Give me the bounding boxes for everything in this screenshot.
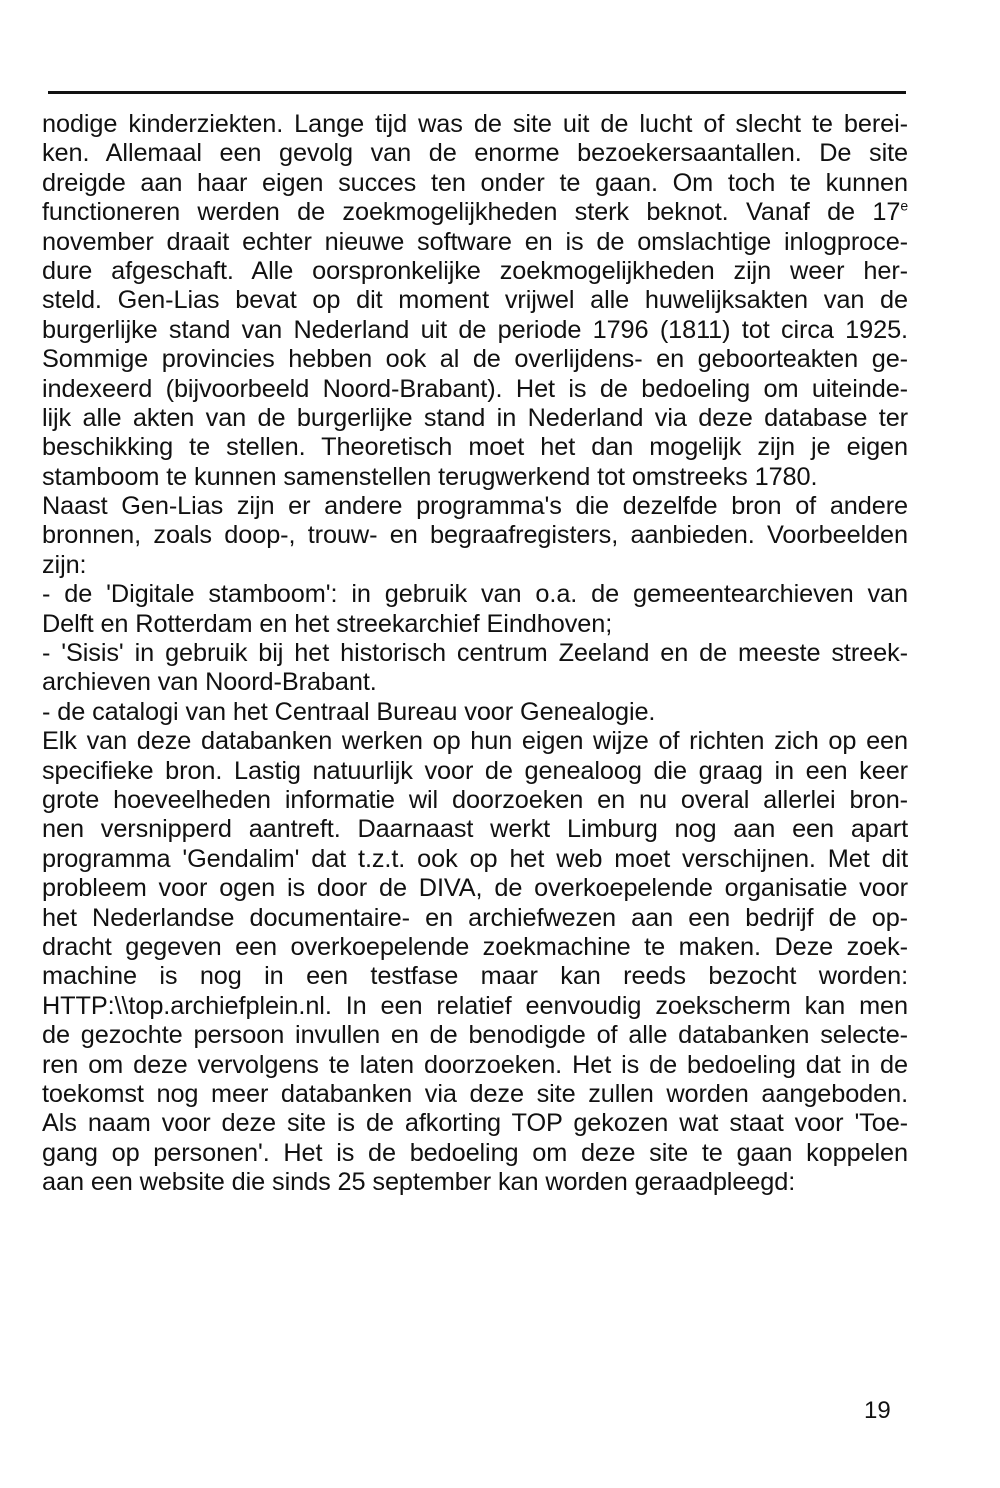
text-line: aan een website die sinds 25 september kan worden geraadpleegd: xyxy=(42,1168,796,1197)
text-line: indexeerd (bijvoorbeeld Noord-Brabant). Het is de bedoeling om uiteinde- xyxy=(42,374,908,403)
text-line: de gezochte persoon invullen en de benodigde of alle databanken selecte- xyxy=(42,1021,908,1050)
text-line: dreigde aan haar eigen succes ten onder te gaan. Om toch te kunnen xyxy=(42,168,908,197)
text-line: nodige kinderziekten. Lange tijd was de site uit de lucht of slecht te berei- xyxy=(42,110,908,138)
text-line: probleem voor ogen is door de DIVA, de overkoepelende organisatie voor xyxy=(42,874,908,903)
text-line: machine is nog in een testfase maar kan reeds bezocht worden: xyxy=(42,962,908,991)
text-line: functioneren werden de zoekmogelijkheden sterk beknot. Vanaf de 17e xyxy=(42,197,908,227)
text-line: november draait echter nieuwe software en is de omslachtige inlogproce- xyxy=(42,227,908,256)
header-rule xyxy=(48,91,906,94)
text-line: programma 'Gendalim' dat t.z.t. ook op het web moet verschijnen. Met dit xyxy=(42,844,908,873)
text-line: stamboom te kunnen samenstellen terugwerkend tot omstreeks 1780. xyxy=(42,462,818,491)
text-line: burgerlijke stand van Nederland uit de periode 1796 (1811) tot circa 1925. xyxy=(42,315,908,344)
text-line: - de 'Digitale stamboom': in gebruik van o.a. de gemeentearchieven van xyxy=(42,580,908,609)
text-line: nen versnipperd aantreft. Daarnaast werkt Limburg nog aan een apart xyxy=(42,815,908,844)
text-line: ken. Allemaal een gevolg van de enorme bezoekersaantallen. De site xyxy=(42,139,908,168)
text-line: - de catalogi van het Centraal Bureau voor Genealogie. xyxy=(42,697,656,726)
text-line: dracht gegeven een overkoepelende zoekmachine te maken. Deze zoek- xyxy=(42,932,908,961)
text-line: Delft en Rotterdam en het streekarchief Eindhoven; xyxy=(42,609,613,638)
text-line: het Nederlandse documentaire- en archiefwezen aan een bedrijf de op- xyxy=(42,903,908,932)
page-number: 19 xyxy=(864,1397,891,1424)
text-line: - 'Sisis' in gebruik bij het historisch centrum Zeeland en de meeste streek- xyxy=(42,639,908,668)
text-line: HTTP:\\top.archiefplein.nl. In een relatief eenvoudig zoekscherm kan men xyxy=(42,991,908,1020)
text-line: grote hoeveelheden informatie wil doorzoeken en nu overal allerlei bron- xyxy=(42,785,908,814)
superscript: e xyxy=(900,197,908,214)
text-line: steld. Gen-Lias bevat op dit moment vrijwel alle huwelijksakten van de xyxy=(42,286,908,315)
text-line: bronnen, zoals doop-, trouw- en begraafregisters, aanbieden. Voorbeelden xyxy=(42,521,908,550)
text-line: zijn: xyxy=(42,550,87,579)
text-line: toekomst nog meer databanken via deze site zullen worden aangeboden. xyxy=(42,1079,908,1108)
text-line: dure afgeschaft. Alle oorspronkelijke zoekmogelijkheden zijn weer her- xyxy=(42,256,908,285)
text-line: Naast Gen-Lias zijn er andere programma's die dezelfde bron of andere xyxy=(42,492,908,521)
body-text xyxy=(42,110,908,1197)
text-line: gang op personen'. Het is de bedoeling om deze site te gaan koppelen xyxy=(42,1138,908,1167)
text-line: Als naam voor deze site is de afkorting TOP gekozen wat staat voor 'Toe- xyxy=(42,1109,908,1138)
text-line: beschikking te stellen. Theoretisch moet het dan mogelijk zijn je eigen xyxy=(42,433,908,462)
text-line: archieven van Noord-Brabant. xyxy=(42,668,377,697)
text-line: specifieke bron. Lastig natuurlijk voor de genealoog die graag in een keer xyxy=(42,756,908,785)
text-line: lijk alle akten van de burgerlijke stand in Nederland via deze database ter xyxy=(42,403,908,432)
text-line: Elk van deze databanken werken op hun eigen wijze of richten zich op een xyxy=(42,727,908,756)
text-line: Sommige provincies hebben ook al de overlijdens- en geboorteakten ge- xyxy=(42,345,908,374)
text-line: ren om deze vervolgens te laten doorzoeken. Het is de bedoeling dat in de xyxy=(42,1050,908,1079)
